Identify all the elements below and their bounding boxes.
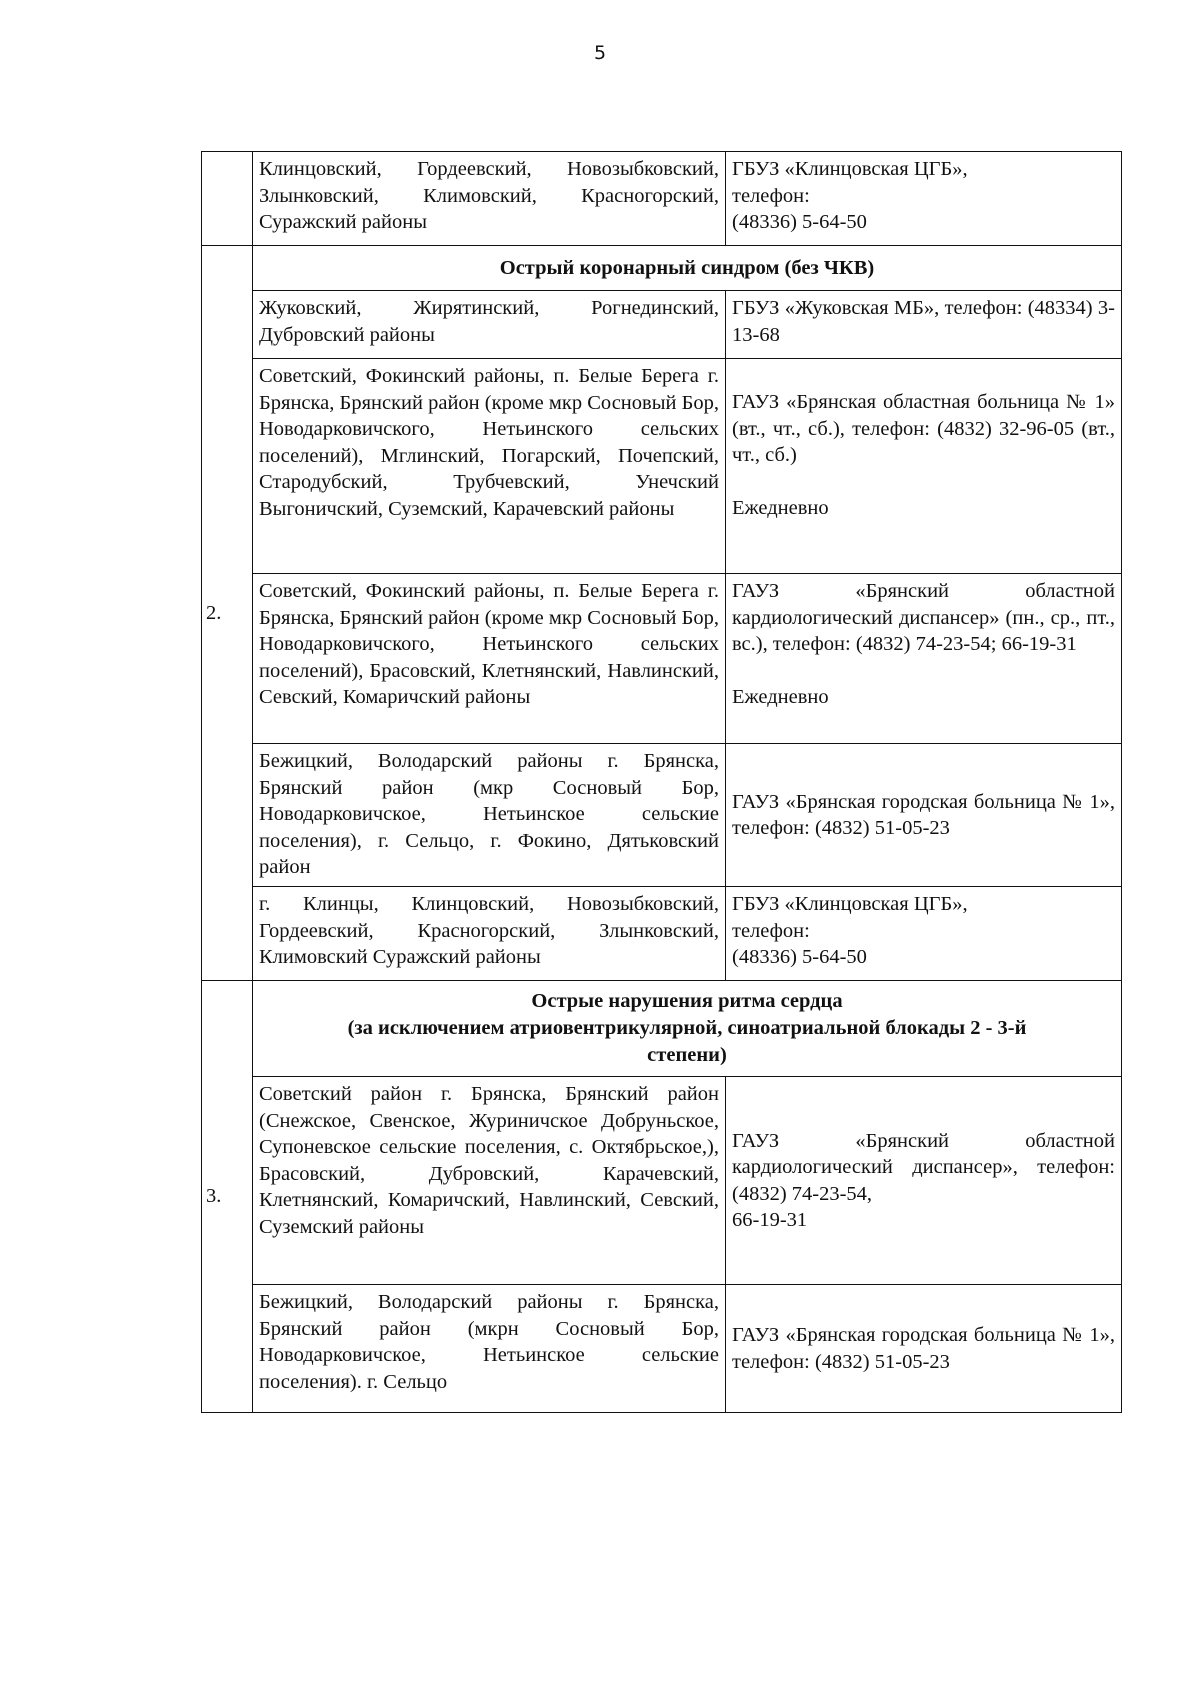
section-header-row [202, 981, 1122, 1077]
routing-table [201, 151, 1122, 1413]
section-header-line: Острые нарушения ритма сердца [531, 990, 843, 1012]
organization-cell [726, 887, 1122, 981]
district-cell: Советский район г. Брянска, Брянский район (Снежское, Свенское, Журиничское Добруньское, Супоневское сельские поселения, с. Октябрьское,), Брасовский, Дубровский, Карачевский, Клетнянский, Комаричский, Навлинский, Севский, Суземский районы [253, 1077, 726, 1285]
org-line: (48336) 5-64-50 [732, 211, 867, 233]
organization-cell [726, 1077, 1122, 1285]
org-line: 66-19-31 [732, 1209, 808, 1231]
org-line: телефон: [732, 919, 810, 942]
org-line: ГБУЗ «Клинцовская ЦГБ», [732, 158, 968, 180]
org-schedule: Ежедневно [732, 497, 829, 519]
section-header [253, 981, 1122, 1077]
row-number-cell [202, 152, 253, 246]
org-schedule: Ежедневно [732, 686, 829, 708]
district-cell: Бежицкий, Володарский районы г. Брянска, Брянский район (мкр Сосновый Бор, Новодарковичское, Нетьинское сельские поселения), г. Сельцо, г. Фокино, Дятьковский район [253, 744, 726, 887]
section-number: 3. [202, 981, 253, 1413]
table-row [202, 574, 1122, 744]
table-row [202, 152, 1122, 246]
organization-cell: ГБУЗ «Жуковская МБ», телефон: (48334) 3-13-68 [726, 291, 1122, 359]
org-line: ГАУЗ «Брянский областной кардиологический диспансер» (пн., ср., пт., вс.), телефон: (4832) 74-23-54; 66-19-31 [732, 580, 1115, 655]
page-number: 5 [593, 42, 607, 64]
section-header: Острый коронарный синдром (без ЧКВ) [253, 246, 1122, 291]
table-row [202, 1077, 1122, 1285]
section-header-line: (за исключением атриовентрикулярной, синоатриальной блокады 2 - 3-й [347, 1017, 1027, 1039]
district-cell: Советский, Фокинский районы, п. Белые Берега г. Брянска, Брянский район (кроме мкр Сосновый Бор, Новодарковичского, Нетьинского сельских поселений), Мглинский, Погарский, Почепский, Стародубский, Трубчевский, Унечский Выгоничский, Суземский, Карачевский районы [253, 359, 726, 574]
org-line: ГАУЗ «Брянская областная больница № 1» (вт., чт., сб.), телефон: (4832) 32-96-05 (вт., чт., сб.) [732, 391, 1115, 466]
table-row [202, 291, 1122, 359]
organization-cell: ГАУЗ «Брянская городская больница № 1», телефон: (4832) 51-05-23 [726, 744, 1122, 887]
district-cell: Жуковский, Жирятинский, Рогнединский, Дубровский районы [253, 291, 726, 359]
org-line: телефон: [732, 184, 810, 207]
table-row [202, 887, 1122, 981]
org-line: ГАУЗ «Брянский областной кардиологический диспансер», телефон: (4832) 74-23-54, [732, 1129, 1115, 1205]
district-cell: Клинцовский, Гордеевский, Новозыбковский, Злынковский, Климовский, Красногорский, Суражский районы [253, 152, 726, 246]
organization-cell [726, 359, 1122, 574]
organization-cell [726, 574, 1122, 744]
section-number: 2. [202, 246, 253, 981]
table-row [202, 1285, 1122, 1413]
organization-cell [726, 152, 1122, 246]
section-header-line: степени) [647, 1044, 727, 1066]
org-line: ГБУЗ «Клинцовская ЦГБ», [732, 893, 968, 915]
district-cell: Бежицкий, Володарский районы г. Брянска, Брянский район (мкрн Сосновый Бор, Новодарковичское, Нетьинское сельские поселения). г. Сельцо [253, 1285, 726, 1413]
district-cell: г. Клинцы, Клинцовский, Новозыбковский, Гордеевский, Красногорский, Злынковский, Климовский Суражский районы [253, 887, 726, 981]
district-cell: Советский, Фокинский районы, п. Белые Берега г. Брянска, Брянский район (кроме мкр Сосновый Бор, Новодарковичского, Нетьинского сельских поселений), Брасовский, Клетнянский, Навлинский, Севский, Комаричский районы [253, 574, 726, 744]
org-line: (48336) 5-64-50 [732, 946, 867, 968]
organization-cell: ГАУЗ «Брянская городская больница № 1», телефон: (4832) 51-05-23 [726, 1285, 1122, 1413]
section-header-row [202, 246, 1122, 291]
table-row [202, 744, 1122, 887]
table-row [202, 359, 1122, 574]
